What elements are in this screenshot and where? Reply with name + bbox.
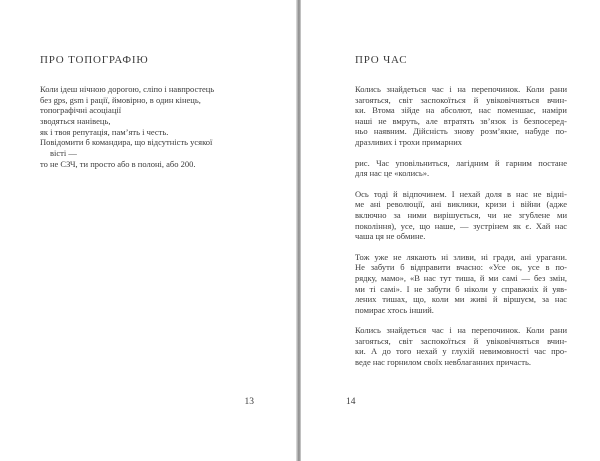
paragraph — [355, 189, 567, 242]
page-number-right: 14 — [346, 397, 356, 407]
poem-line: Повідомити б командира, що відсутність усякої — [40, 137, 213, 148]
body-line: веде нас горнилом своїх невблаганних причасть. — [355, 357, 532, 368]
body-line: ме ані революції, ані виклики, кризи і війни (адже — [355, 199, 567, 210]
right-page — [355, 54, 567, 368]
body-line: включно за ними вирішується, чи не згублене ми — [355, 209, 567, 220]
paragraph — [355, 325, 567, 367]
left-page — [40, 54, 255, 170]
paragraph — [355, 158, 567, 179]
body-line: наші не вмруть, але втратять зв’язок із безпосеред- — [355, 115, 567, 126]
poem — [40, 84, 255, 170]
body-line: загояться, світ заспокоїться й увіковічняться вчин- — [355, 335, 567, 346]
poem-line: Коли ідеш нічною дорогою, сліпо і навпростець — [40, 84, 215, 94]
body-line: лених тишах, що, коли ми живі й віршуєм, за нас — [355, 294, 567, 305]
body-line: чаша ця не обмине. — [355, 231, 426, 242]
page-number-left: 13 — [244, 397, 254, 407]
body-line: рис. Час уповільниться, лагідним й гарним постане — [355, 157, 567, 168]
body-line: загояться, світ заспокоїться й увіковічняться вчин- — [355, 94, 567, 105]
body-line: для нас це «колись». — [355, 168, 430, 179]
body-line: Не забути б відправити вчасно: «Усе ок, усе в по- — [355, 262, 567, 273]
body-line: ки. Втома зійде на абсолют, нас поменшає, наміри — [355, 105, 567, 116]
poem-line: то не СЗЧ, ти просто або в полоні, або 200. — [40, 158, 196, 169]
poem-line: як і твоя репутація, пам’ять і честь. — [40, 126, 169, 137]
body-line: ми ті самі». І не забути б ніколи у справжніх й уяв- — [355, 283, 567, 294]
body-line: покоління), усе, що наше, — зустрінем як є. Хай нас — [355, 220, 567, 231]
body-line: дразливих і трохи примарних — [355, 136, 462, 147]
left-page-title: ПРО ТОПОГРАФІЮ — [40, 54, 149, 66]
poem-line: топографічні асоціації — [40, 105, 122, 116]
body-line: Колись знайдеться час і на перепочинок. Коли рани — [355, 84, 567, 94]
spine-divider — [296, 0, 301, 461]
poem-line: вісті — — [50, 148, 77, 159]
body-line: помирає хтось інший. — [355, 304, 434, 315]
body-line: ньо наявним. Дійсність знову розм’якне, набуде по- — [355, 126, 567, 137]
paragraph — [355, 252, 567, 316]
body-line: Колись знайдеться час і на перепочинок. Коли рани — [355, 325, 567, 336]
paragraph — [355, 84, 567, 148]
body-line: Ось тоді й відпочинем. І нехай доля в нас не відні- — [355, 188, 567, 199]
body-line: рядку, мамо», «В нас тут тиша, й ми самі — без змін, — [355, 272, 567, 283]
body-line: ки. А до того нехай у глухій невимовності час про- — [355, 346, 567, 357]
poem-line: без gps, gsm і рації, ймовірно, в один кінець, — [40, 94, 201, 105]
right-page-title: ПРО ЧАС — [355, 54, 408, 66]
body-line: Тож уже не лякають ні зливи, ні гради, ані урагани. — [355, 251, 567, 262]
poem-line: зводяться нанівець, — [40, 116, 111, 127]
